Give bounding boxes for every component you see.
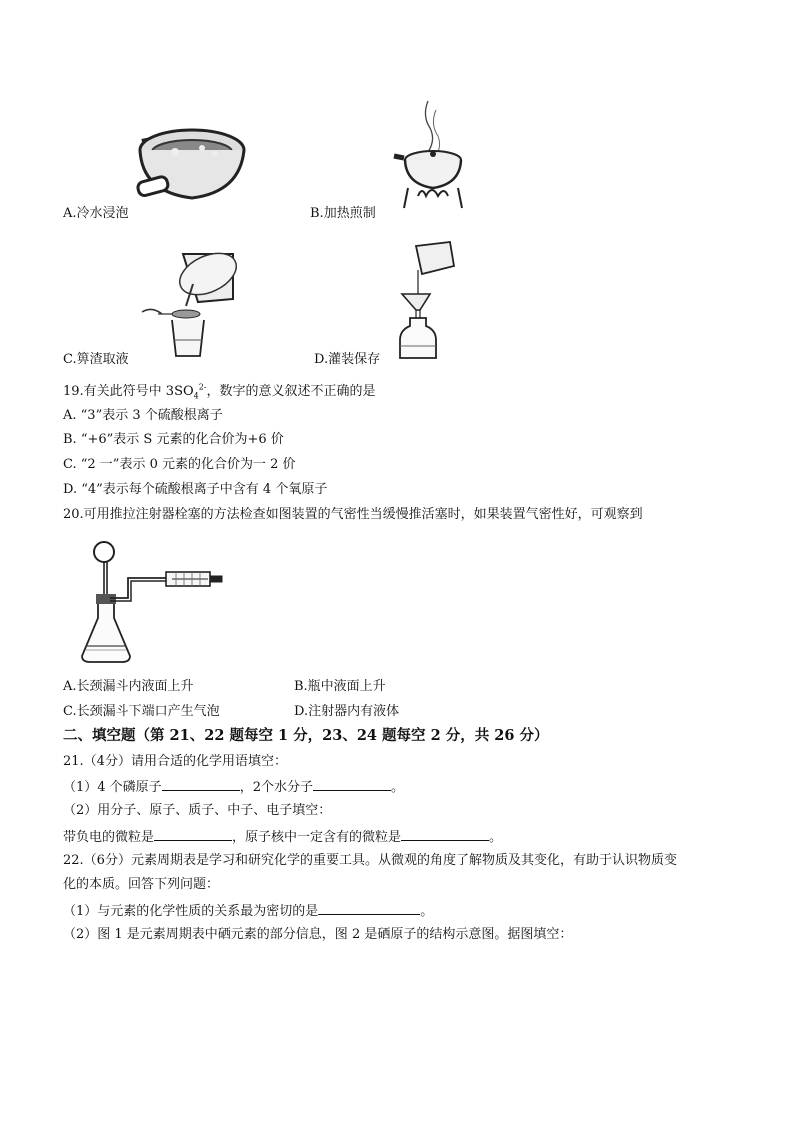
q20-stem: 20.可用推拉注射器栓塞的方法检查如图装置的气密性当缓慢推活塞时，如果装置气密性好，可观察到 (63, 507, 643, 522)
section-2-heading: 二、填空题（第 21、22 题每空 1 分，23、24 题每空 2 分，共 26 分） (63, 727, 549, 744)
q18-option-b: B.加热煎制 (310, 206, 376, 221)
answer-blank-nucleus-particle[interactable] (401, 828, 489, 841)
q20-option-b: B.瓶中液面上升 (294, 679, 386, 694)
q19-option-c: C. “2 一”表示 0 元素的化合价为一 2 价 (63, 457, 296, 472)
q19-option-a: A. “3”表示 3 个硫酸根离子 (63, 408, 223, 423)
q19-option-b: B. “+6”表示 S 元素的化合价为+6 价 (63, 432, 284, 447)
answer-blank-water[interactable] (313, 778, 391, 791)
bottling-figure (388, 240, 468, 364)
q18-option-a: A.冷水浸泡 (63, 206, 129, 221)
q21-line-1: （1）4 个磷原子 ，2个水分子 。 (63, 780, 404, 795)
filtering-figure (138, 244, 248, 364)
answer-blank-negative-particle[interactable] (154, 828, 232, 841)
heating-pot-figure (388, 96, 478, 214)
soaking-pot-figure (130, 112, 250, 212)
q22-line-1: 22.（6分）元素周期表是学习和研究化学的重要工具。从微观的角度了解物质及其变化，有助于认识物质变 (63, 853, 677, 868)
q19-option-d: D. “4”表示每个硫酸根离子中含有 4 个氧原子 (63, 482, 328, 497)
q19-stem: 19.有关此符号中 $3SO_4^{2-}$，数字的意义叙述不正确的是 (63, 382, 376, 401)
q20-option-d: D.注射器内有液体 (294, 704, 400, 719)
q22-line-3: （1）与元素的化学性质的关系最为密切的是 。 (63, 904, 434, 919)
q20-option-a: A.长颈漏斗内液面上升 (63, 679, 194, 694)
q21-stem: 21.（4分）请用合适的化学用语填空： (63, 754, 287, 769)
q22-line-2: 化的本质。回答下列问题： (63, 877, 220, 892)
q22-line-4: （2）图 1 是元素周期表中硒元素的部分信息，图 2 是硒原子的结构示意图。据图填空： (63, 927, 573, 942)
q18-option-d: D.灌装保存 (314, 352, 381, 367)
q18-option-c: C.箅渣取液 (63, 352, 129, 367)
answer-blank-chemical-property[interactable] (318, 902, 420, 915)
airtightness-apparatus-figure (76, 538, 226, 668)
q21-line-3: 带负电的微粒是 ，原子核中一定含有的微粒是 。 (63, 830, 503, 845)
q21-line-2: （2）用分子、原子、质子、中子、电子填空： (63, 803, 332, 818)
answer-blank-phosphorus[interactable] (162, 778, 240, 791)
q20-option-c: C.长颈漏斗下端口产生气泡 (63, 704, 220, 719)
